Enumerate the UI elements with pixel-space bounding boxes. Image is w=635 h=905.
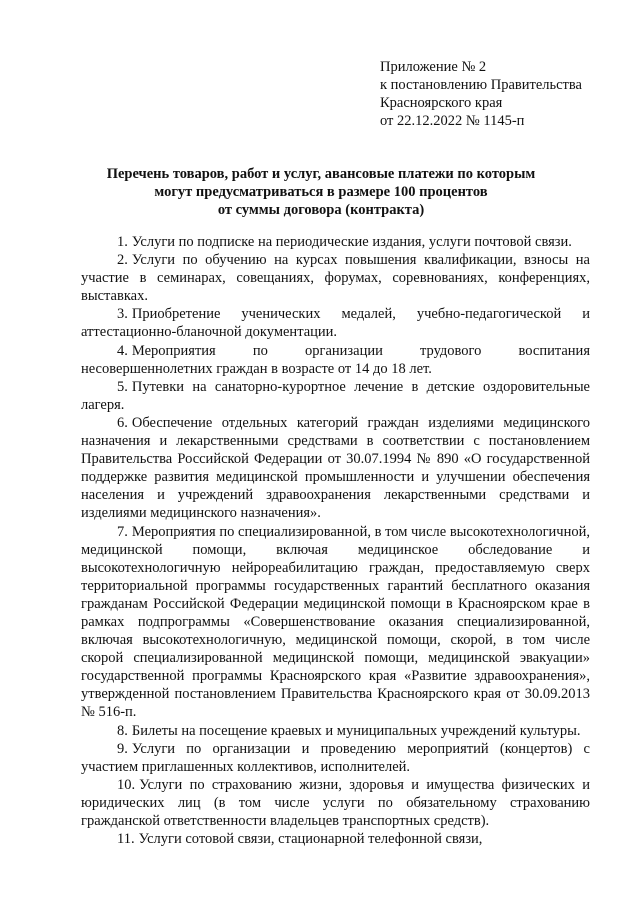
list-item xyxy=(81,251,590,305)
items-list xyxy=(81,233,590,848)
item-number: 6. xyxy=(117,414,128,431)
item-number: 9. xyxy=(117,740,128,757)
list-item xyxy=(81,523,590,722)
item-text: Услуги по подписке на периодические издания, услуги почтовой связи. xyxy=(131,234,572,250)
item-text: Обеспечение отдельных категорий граждан изделиями медицинского назначения и лекарственными средствами в соответствии с постановлением Правительства Российской Федерации от 30.07.1994 № 890 «О государственной поддержке развития медицинской промышленности и улучшении обеспечения населения и учреждений здравоохранения лекарственными средствами и изделиями медицинского назначения». xyxy=(81,414,590,522)
item-number: 4. xyxy=(117,342,128,359)
item-text: Услуги по страхованию жизни, здоровья и имущества физических и юридических лиц (в том числе услуги по обязательному страхованию гражданской ответственности владельцев транспортных средств). xyxy=(81,776,590,829)
item-text: Услуги сотовой связи, стационарной телефонной связи, xyxy=(138,831,483,848)
item-number: 2. xyxy=(117,252,128,269)
item-number: 11. xyxy=(117,831,135,848)
item-text: Услуги по организации и проведению мероприятий (концертов) с участием приглашенных коллективов, исполнителей. xyxy=(81,740,590,775)
list-item xyxy=(81,776,590,830)
item-number: 5. xyxy=(117,378,128,395)
item-text: Билеты на посещение краевых и муниципальных учреждений культуры. xyxy=(131,722,581,739)
list-item xyxy=(81,414,590,523)
list-item xyxy=(81,305,590,341)
list-item xyxy=(81,342,590,378)
appendix-line: от 22.12.2022 № 1145-п xyxy=(380,113,525,129)
item-number: 10. xyxy=(117,776,136,793)
item-text: Путевки на санаторно-курортное лечение в детские оздоровительные лагеря. xyxy=(81,378,590,413)
item-text: Услуги по обучению на курсах повышения квалификации, взносы на участие в семинарах, совещаниях, форумах, соревнованиях, конференциях, выставках. xyxy=(81,252,590,305)
appendix-header xyxy=(380,58,620,130)
title-line: Перечень товаров, работ и услуг, авансовые платежи по которым xyxy=(106,166,536,182)
list-item xyxy=(81,830,590,848)
list-item xyxy=(81,722,590,740)
appendix-line: к постановлению Правительства xyxy=(380,77,582,93)
item-number: 3. xyxy=(117,306,128,323)
item-number: 8. xyxy=(117,722,128,739)
title-line: могут предусматриваться в размере 100 процентов xyxy=(154,184,488,200)
item-number: 7. xyxy=(117,523,128,540)
document-title xyxy=(86,165,556,219)
list-item xyxy=(81,233,590,251)
title-line: от суммы договора (контракта) xyxy=(217,202,425,218)
item-text: Мероприятия по организации трудового воспитания несовершеннолетних граждан в возрасте от 14 до 18 лет. xyxy=(81,342,590,377)
appendix-line: Красноярского края xyxy=(380,95,503,111)
item-number: 1. xyxy=(117,234,128,250)
list-item xyxy=(81,740,590,776)
appendix-line: Приложение № 2 xyxy=(380,59,487,75)
item-text: Мероприятия по специализированной, в том числе высокотехнологичной, медицинской помощи, включая медицинское обследование и высокотехнологичную нейрореабилитацию граждан, предоставляемую сверх территориальной программы государственных гарантий бесплатного оказания гражданам Российской Федерации медицинской помощи в Красноярском крае в рамках подпрограммы «Совершенствование оказания специализированной, включая высокотехнологичную, медицинской помощи, скорой, в том числе скорой специализированной медицинской помощи, медицинской эвакуации» государственной программы Красноярского края «Развитие здравоохранения», утвержденной постановлением Правительства Красноярского края от 30.09.2013 № 516-п. xyxy=(81,523,590,721)
item-text: Приобретение ученических медалей, учебно-педагогической и аттестационно-бланочной документации. xyxy=(81,306,590,341)
list-item xyxy=(81,378,590,414)
